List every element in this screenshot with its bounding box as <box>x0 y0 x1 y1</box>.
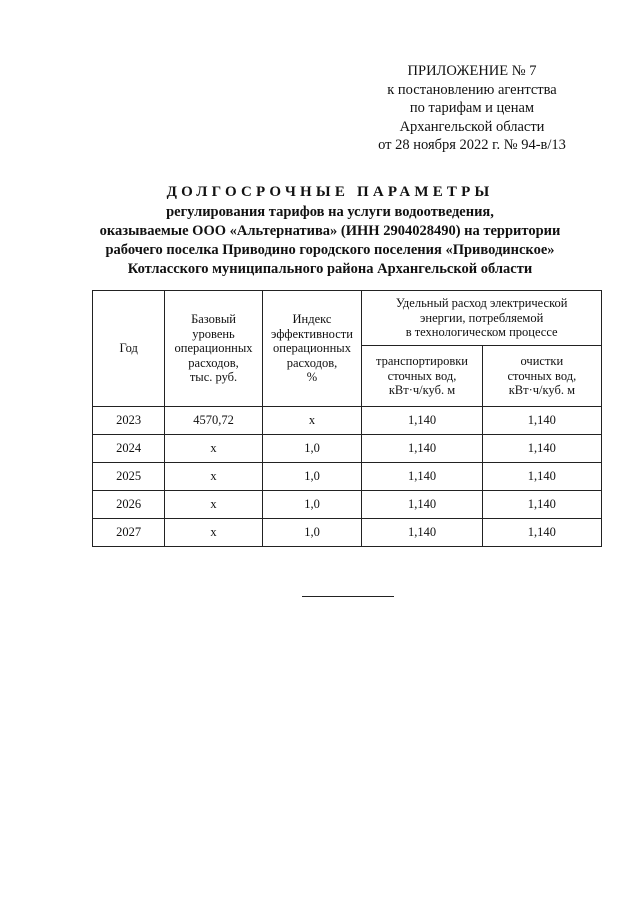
cell-transport: 1,140 <box>362 435 482 463</box>
header-text: эффективности <box>271 326 353 341</box>
header-text: % <box>306 370 318 385</box>
heading-line: Котласского муниципального района Архангельской области <box>127 261 533 277</box>
header-text: расходов, <box>286 355 338 370</box>
header-text: очистки <box>520 354 564 369</box>
cell-base-level: х <box>165 519 262 547</box>
heading-line: рабочего поселка Приводино городского поселения «Приводинское» <box>105 242 555 258</box>
cell-efficiency-index: 1,0 <box>262 491 362 519</box>
header-energy-group <box>362 291 602 346</box>
header-efficiency-index <box>262 291 362 407</box>
appendix-block <box>372 62 572 155</box>
header-text: кВт·ч/куб. м <box>388 383 456 398</box>
header-text: Индекс <box>292 312 332 327</box>
cell-efficiency-index: 1,0 <box>262 463 362 491</box>
header-text: тыс. руб. <box>189 370 238 385</box>
header-text: кВт·ч/куб. м <box>508 383 575 398</box>
cell-cleaning: 1,140 <box>482 519 601 547</box>
header-text: уровень <box>192 326 235 341</box>
cell-cleaning: 1,140 <box>482 463 601 491</box>
cell-year: 2025 <box>93 463 165 491</box>
header-text: сточных вод, <box>387 368 457 383</box>
document-title: ДОЛГОСРОЧНЫЕ ПАРАМЕТРЫ <box>166 184 494 200</box>
closing-divider <box>302 596 394 597</box>
cell-base-level: х <box>165 435 262 463</box>
table-row <box>93 519 602 547</box>
cell-efficiency-index: 1,0 <box>262 519 362 547</box>
cell-year: 2027 <box>93 519 165 547</box>
table-row <box>93 435 602 463</box>
cell-base-level: х <box>165 463 262 491</box>
appendix-line: к постановлению агентства <box>387 81 557 98</box>
cell-year: 2026 <box>93 491 165 519</box>
header-text: транспортировки <box>376 354 468 369</box>
header-text: в технологическом процессе <box>405 325 558 340</box>
table-header-row <box>93 291 602 346</box>
cell-base-level: 4570,72 <box>165 407 262 435</box>
header-text: энергии, потребляемой <box>420 310 544 325</box>
cell-cleaning: 1,140 <box>482 435 601 463</box>
parameters-table <box>92 290 602 547</box>
header-year: Год <box>93 291 165 407</box>
cell-cleaning: 1,140 <box>482 407 601 435</box>
header-text: сточных вод, <box>507 368 577 383</box>
cell-transport: 1,140 <box>362 519 482 547</box>
header-base-level <box>165 291 262 407</box>
cell-year: 2024 <box>93 435 165 463</box>
cell-efficiency-index: 1,0 <box>262 435 362 463</box>
header-text: Удельный расход электрической <box>395 296 568 311</box>
appendix-date-line: от 28 ноября 2022 г. № 94-в/13 <box>378 137 566 153</box>
cell-base-level: х <box>165 491 262 519</box>
cell-cleaning: 1,140 <box>482 491 601 519</box>
document-heading <box>60 183 600 279</box>
cell-transport: 1,140 <box>362 463 482 491</box>
header-transport <box>362 346 482 407</box>
header-text: операционных <box>174 341 253 356</box>
appendix-title: ПРИЛОЖЕНИЕ № 7 <box>407 63 537 79</box>
header-text: операционных <box>273 341 351 356</box>
appendix-line: по тарифам и ценам <box>409 100 535 116</box>
cell-transport: 1,140 <box>362 407 482 435</box>
heading-line: оказываемые ООО «Альтернатива» (ИНН 2904028490) на территории <box>99 223 561 239</box>
table-row <box>93 491 602 519</box>
appendix-line: Архангельской области <box>399 118 545 135</box>
heading-line: регулирования тарифов на услуги водоотведения, <box>166 204 494 220</box>
table-row <box>93 407 602 435</box>
header-cleaning <box>482 346 601 407</box>
cell-transport: 1,140 <box>362 491 482 519</box>
table-row <box>93 463 602 491</box>
header-text: Базовый <box>191 312 236 327</box>
cell-year: 2023 <box>93 407 165 435</box>
header-text: расходов, <box>188 355 239 370</box>
cell-efficiency-index: х <box>262 407 362 435</box>
